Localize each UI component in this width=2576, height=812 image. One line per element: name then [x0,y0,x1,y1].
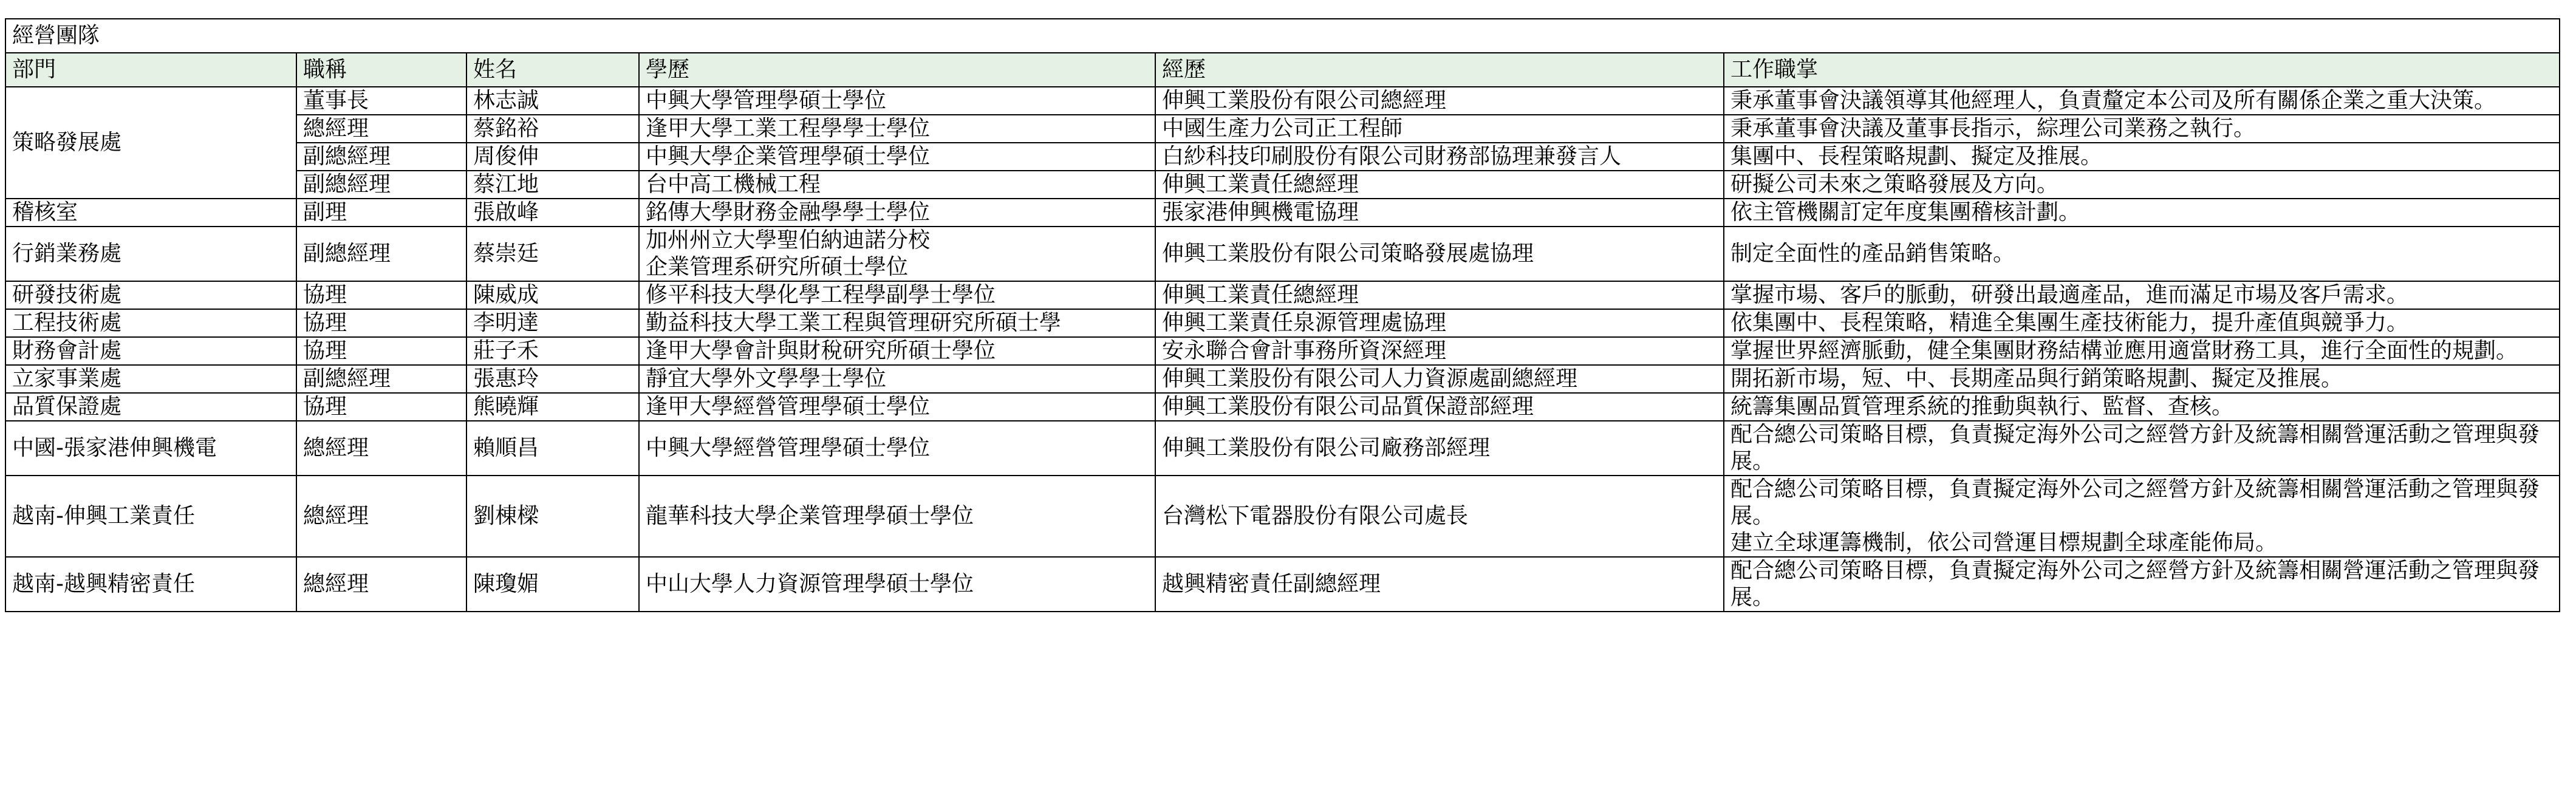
table-row [5,309,2560,337]
job-title-cell: 副總經理 [296,365,466,393]
table-row [5,557,2560,612]
table-row [5,87,2560,115]
header-job-title: 職稱 [296,53,466,87]
job-title-cell: 協理 [296,393,466,421]
experience-cell: 張家港伸興機電協理 [1155,199,1724,227]
duties-cell: 依主管機關訂定年度集團稽核計劃。 [1724,199,2560,227]
duties-cell: 開拓新市場，短、中、長期產品與行銷策略規劃、擬定及推展。 [1724,365,2560,393]
table-title-row [5,19,2560,53]
name-cell: 李明達 [466,309,639,337]
education-cell: 勤益科技大學工業工程與管理研究所碩士學 [639,309,1155,337]
table-row [5,281,2560,309]
education-cell: 中興大學經營管理學碩士學位 [639,421,1155,476]
job-title-cell: 副理 [296,199,466,227]
department-cell: 品質保證處 [5,393,296,421]
table-row [5,337,2560,365]
duties-cell: 秉承董事會決議領導其他經理人，負責釐定本公司及所有關係企業之重大決策。 [1724,87,2560,115]
header-education: 學歷 [639,53,1155,87]
job-title-cell: 協理 [296,281,466,309]
header-duties: 工作職掌 [1724,53,2560,87]
management-team-table [5,18,2560,612]
name-cell: 林志誠 [466,87,639,115]
job-title-cell: 總經理 [296,421,466,476]
duties-cell: 集團中、長程策略規劃、擬定及推展。 [1724,143,2560,171]
department-cell: 行銷業務處 [5,227,296,281]
name-cell: 陳瓊媚 [466,557,639,612]
name-cell: 莊子禾 [466,337,639,365]
table-row [5,476,2560,557]
education-cell: 修平科技大學化學工程學副學士學位 [639,281,1155,309]
education-cell: 龍華科技大學企業管理學碩士學位 [639,476,1155,557]
name-cell: 張惠玲 [466,365,639,393]
education-cell: 逢甲大學工業工程學學士學位 [639,115,1155,143]
department-cell: 越南-越興精密責任 [5,557,296,612]
education-cell: 靜宜大學外文學學士學位 [639,365,1155,393]
table-row [5,227,2560,281]
experience-cell: 白紗科技印刷股份有限公司財務部協理兼發言人 [1155,143,1724,171]
department-cell: 立家事業處 [5,365,296,393]
experience-cell: 中國生產力公司正工程師 [1155,115,1724,143]
education-cell: 台中高工機械工程 [639,171,1155,199]
table-row [5,199,2560,227]
duties-cell: 依集團中、長程策略，精進全集團生產技術能力，提升產值與競爭力。 [1724,309,2560,337]
education-cell: 中興大學管理學碩士學位 [639,87,1155,115]
experience-cell: 伸興工業股份有限公司品質保證部經理 [1155,393,1724,421]
education-cell: 中山大學人力資源管理學碩士學位 [639,557,1155,612]
education-cell: 加州州立大學聖伯納迪諾分校 企業管理系研究所碩士學位 [639,227,1155,281]
table-row [5,143,2560,171]
name-cell: 蔡江地 [466,171,639,199]
name-cell: 熊曉輝 [466,393,639,421]
table-row [5,393,2560,421]
name-cell: 賴順昌 [466,421,639,476]
department-cell: 財務會計處 [5,337,296,365]
experience-cell: 伸興工業責任總經理 [1155,281,1724,309]
experience-cell: 伸興工業股份有限公司人力資源處副總經理 [1155,365,1724,393]
department-cell: 稽核室 [5,199,296,227]
experience-cell: 台灣松下電器股份有限公司處長 [1155,476,1724,557]
duties-cell: 配合總公司策略目標，負責擬定海外公司之經營方針及統籌相關營運活動之管理與發展。 [1724,421,2560,476]
header-department: 部門 [5,53,296,87]
job-title-cell: 副總經理 [296,227,466,281]
department-cell: 中國-張家港伸興機電 [5,421,296,476]
table-title: 經營團隊 [5,19,2560,53]
education-cell: 中興大學企業管理學碩士學位 [639,143,1155,171]
duties-cell: 秉承董事會決議及董事長指示，綜理公司業務之執行。 [1724,115,2560,143]
experience-cell: 伸興工業股份有限公司策略發展處協理 [1155,227,1724,281]
experience-cell: 伸興工業股份有限公司總經理 [1155,87,1724,115]
job-title-cell: 副總經理 [296,171,466,199]
job-title-cell: 總經理 [296,476,466,557]
job-title-cell: 協理 [296,309,466,337]
name-cell: 周俊伸 [466,143,639,171]
table-row [5,365,2560,393]
name-cell: 張啟峰 [466,199,639,227]
department-cell: 越南-伸興工業責任 [5,476,296,557]
experience-cell: 伸興工業責任總經理 [1155,171,1724,199]
table-header-row [5,53,2560,87]
education-cell: 逢甲大學會計與財稅研究所碩士學位 [639,337,1155,365]
duties-cell: 掌握世界經濟脈動，健全集團財務結構並應用適當財務工具，進行全面性的規劃。 [1724,337,2560,365]
job-title-cell: 董事長 [296,87,466,115]
duties-cell: 制定全面性的產品銷售策略。 [1724,227,2560,281]
name-cell: 蔡銘裕 [466,115,639,143]
duties-cell: 配合總公司策略目標，負責擬定海外公司之經營方針及統籌相關營運活動之管理與發展。 [1724,557,2560,612]
job-title-cell: 總經理 [296,115,466,143]
education-cell: 逢甲大學經營管理學碩士學位 [639,393,1155,421]
duties-cell: 掌握市場、客戶的脈動，研發出最適產品，進而滿足市場及客戶需求。 [1724,281,2560,309]
name-cell: 蔡崇廷 [466,227,639,281]
table-row [5,171,2560,199]
table-row [5,421,2560,476]
job-title-cell: 協理 [296,337,466,365]
table-row [5,115,2560,143]
department-cell: 策略發展處 [5,87,296,199]
duties-cell: 配合總公司策略目標，負責擬定海外公司之經營方針及統籌相關營運活動之管理與發展。 建立全球運籌機制，依公司營運目標規劃全球產能佈局。 [1724,476,2560,557]
job-title-cell: 副總經理 [296,143,466,171]
department-cell: 工程技術處 [5,309,296,337]
header-name: 姓名 [466,53,639,87]
experience-cell: 安永聯合會計事務所資深經理 [1155,337,1724,365]
name-cell: 劉棟樑 [466,476,639,557]
experience-cell: 伸興工業股份有限公司廠務部經理 [1155,421,1724,476]
job-title-cell: 總經理 [296,557,466,612]
experience-cell: 越興精密責任副總經理 [1155,557,1724,612]
name-cell: 陳威成 [466,281,639,309]
header-experience: 經歷 [1155,53,1724,87]
department-cell: 研發技術處 [5,281,296,309]
table-body [5,19,2560,612]
duties-cell: 統籌集團品質管理系統的推動與執行、監督、查核。 [1724,393,2560,421]
education-cell: 銘傳大學財務金融學學士學位 [639,199,1155,227]
experience-cell: 伸興工業責任泉源管理處協理 [1155,309,1724,337]
duties-cell: 研擬公司未來之策略發展及方向。 [1724,171,2560,199]
